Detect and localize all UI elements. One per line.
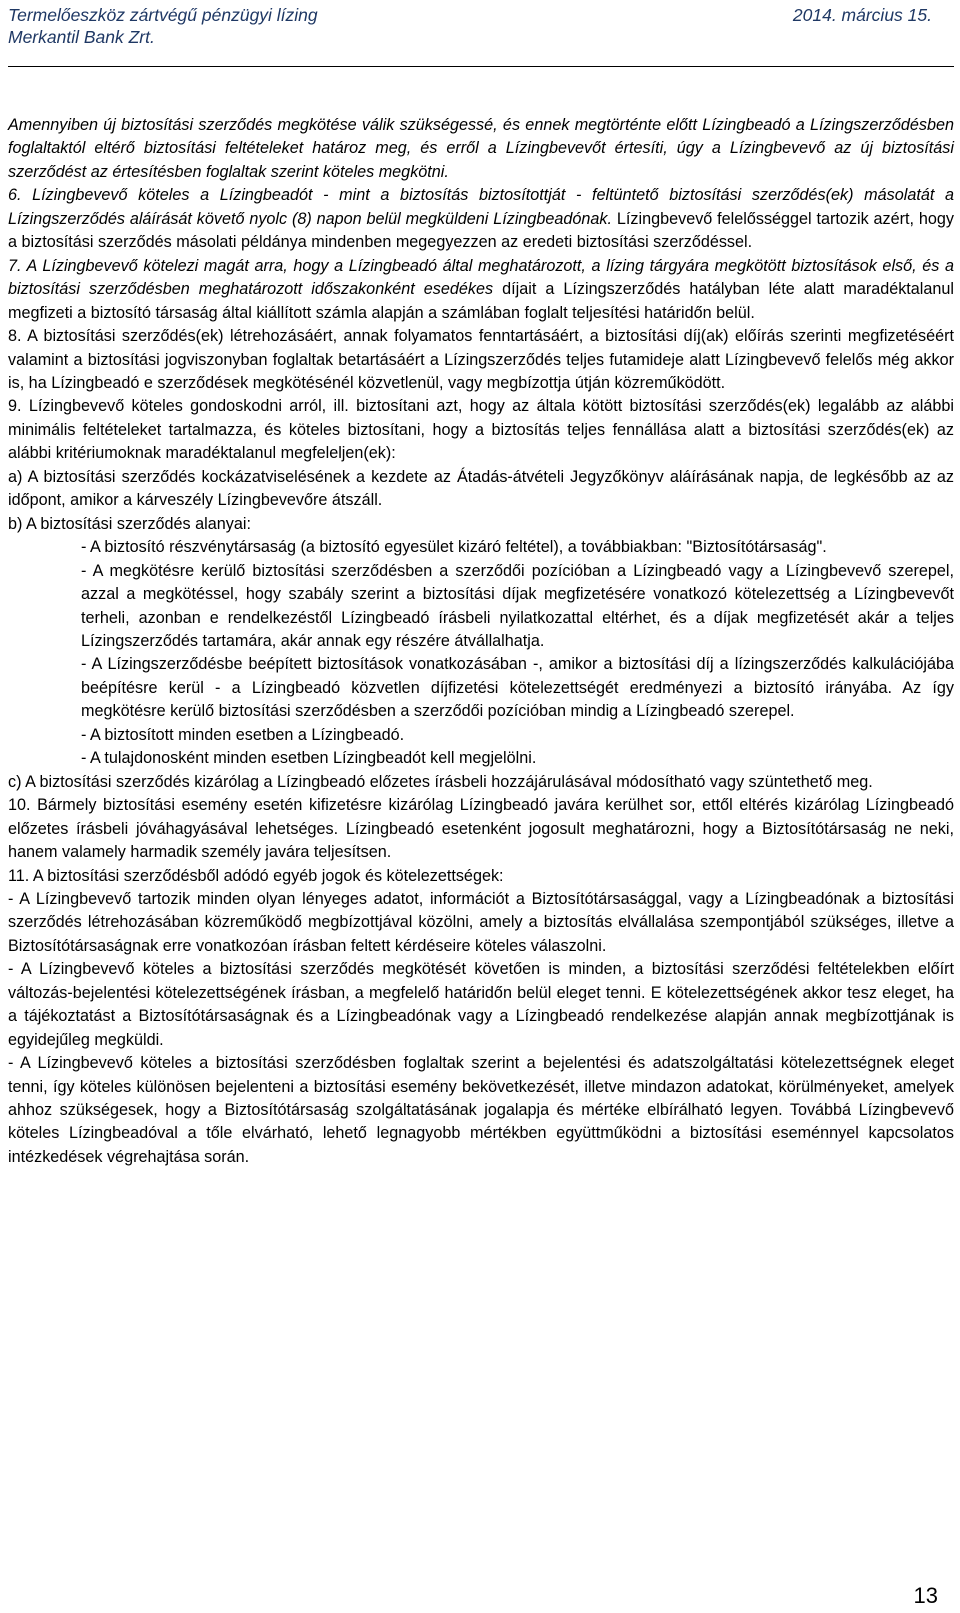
paragraph-6-normal: Lízingbevevő felelősséggel tartozik azért, hogy a biztosítási szerződés másolati példánya mindenben megegyezzen az eredeti biztosítási szerződéssel. <box>8 209 955 252</box>
paragraph-6-italic: 6. Lízingbevevő köteles a Lízingbeadót - mint a biztosítás biztosítottját - feltüntető biztosítási szerződés(ek) másolatát a Lízingszerződés aláírását követő nyolc (8) napon belül megküldeni Lízingbeadónak. <box>8 186 954 228</box>
header-row <box>8 4 954 26</box>
paragraph-9: 9. Lízingbevevő köteles gondoskodni arról, ill. biztosítani azt, hogy az általa kötött biztosítási szerződés(ek) legalább az alábbi minimális feltételeket tartalmazza, és köteles biztosítani, hogy a biztosítás teljes fennállása alatt a biztosítási szerződés(ek) az alábbi kritériumoknak maradéktalanul megfeleljen(ek): <box>8 397 954 463</box>
paragraph-7 <box>8 255 954 325</box>
paragraph-8: 8. A biztosítási szerződés(ek) létrehozásáért, annak folyamatos fenntartásáért, a biztosítási díj(ak) előírás szerinti megfizetéséért valamint a biztosítási jogviszonyban foglaltak betartásáért a Lízingszerződés teljes futamideje alatt Lízingbevevő felelős még akkor is, ha Lízingbeadó e szerződések megkötésénél közvetlenül, vagy megbízottja útján közreműködött. <box>8 327 954 392</box>
paragraph-11-item-3: - A Lízingbevevő köteles a biztosítási szerződésben foglaltak szerint a bejelentési és adatszolgáltatási kötelezettségnek eleget tenni, így köteles különösen bejelenteni a biztosítási esemény bekövetkezését, illetve mindazon adatokat, körülményeket, amelyek ahhoz szükségesek, hogy a Biztosítótársaság szolgáltatásának jogalapja és mértéke elbírálható legyen. Továbbá Lízingbevevő köteles Lízingbeadóval a tőle elvárható, lehető legnagyobb mértékben együttműködni a biztosítási eseménnyel kapcsolatos intézkedések végrehajtása során. <box>8 1054 954 1166</box>
document-body <box>8 114 954 1169</box>
paragraph-9b-item-3: - A Lízingszerződésbe beépített biztosítások vonatkozásában -, amikor a biztosítási díj a lízingszerződés kalkulációjába beépítésre kerül - a Lízingbeadó közvetlen díjfizetési kötelezettségét eredményezi a biztosító irányába. Az így megkötésre kerülő biztosítási szerződésben a szerződői pozícióban mindig a Lízingbeadó szerepel. <box>81 655 954 721</box>
paragraph-9a: a) A biztosítási szerződés kockázatviselésének a kezdete az Átadás-átvételi Jegyzőkönyv aláírásának napja, de legkésőbb az az időpont, amikor a kárveszély Lízingbevevőre átszáll. <box>8 467 954 510</box>
paragraph-7-normal: díjait a Lízingszerződés hatályban léte alatt maradéktalanul megfizeti a biztosító társaság által kiállított számla alapján a számlában foglalt teljesítési határidőn belül. <box>8 280 955 322</box>
paragraph-10: 10. Bármely biztosítási esemény esetén kifizetésre kizárólag Lízingbeadó javára kerülhet sor, ettől eltérés kizárólag Lízingbeadó előzetes írásbeli jóváhagyásával lehetséges. Lízingbeadó esetenként jogosult meghatározni, hogy a Biztosítótársaság ne neki, hanem valamely harmadik személy javára teljesítsen. <box>8 796 954 862</box>
paragraph-9c: c) A biztosítási szerződés kizárólag a Lízingbeadó előzetes írásbeli hozzájárulásával módosítható vagy szüntethető meg. <box>8 772 873 791</box>
header-company: Merkantil Bank Zrt. <box>8 27 155 47</box>
paragraph-6 <box>8 184 954 254</box>
paragraph-11-item-1: - A Lízingbevevő tartozik minden olyan lényeges adatot, információt a Biztosítótársasággal, vagy a Lízingbeadónak a biztosítási szerződés létrehozásában közreműködő megbízottjával közölni, amely a biztosítás elvállalása szempontjából szükséges, illetve a Biztosítótársaságnak erre vonatkozóan írásban feltett kérdéseire köteles válaszolni. <box>8 889 954 955</box>
paragraph-11-item-2: - A Lízingbevevő köteles a biztosítási szerződés megkötését követően is minden, a biztosítási szerződési feltételekben előírt változás-bejelentési kötelezettségének írásban, a megfelelő határidőn belül eleget tenni. E kötelezettségének akkor tesz eleget, ha a tájékoztatást a Biztosítótársaságnak és a Lízingbeadónak vagy a Lízingbeadó rendelkezése alapján annak megbízottjának is egyidejűleg megküldi. <box>8 960 954 1049</box>
paragraph-9b: b) A biztosítási szerződés alanyai: <box>8 514 251 533</box>
paragraph-5-continuation: Amennyiben új biztosítási szerződés megkötése válik szükségessé, és ennek megtörténte előtt Lízingbeadó a Lízingszerződésben foglaltaktól eltérő biztosítási feltételeket határoz meg, és erről a Lízingbevevőt értesíti, úgy a Lízingbevevő az új biztosítási szerződést az értesítésben foglaltak szerint köteles megkötni. <box>8 116 954 181</box>
paragraph-9b-item-5: - A tulajdonosként minden esetben Lízingbeadót kell megjelölni. <box>81 749 537 768</box>
paragraph-11: 11. A biztosítási szerződésből adódó egyéb jogok és kötelezettségek: <box>8 866 504 885</box>
paragraph-9b-item-4: - A biztosított minden esetben a Lízingbeadó. <box>81 725 405 744</box>
header-date: 2014. március 15. <box>792 5 932 25</box>
paragraph-9b-item-1: - A biztosító részvénytársaság (a biztosító egyesület kizáró feltétel), a továbbiakban: "Biztosítótársaság". <box>81 538 827 557</box>
page-number: 13 <box>913 1583 938 1608</box>
page-header <box>8 4 954 67</box>
paragraph-9b-item-2: - A megkötésre kerülő biztosítási szerződésben a szerződői pozícióban a Lízingbeadó vagy a Lízingbevevő szerepel, azzal a megkötéssel, hogy szabály szerint a biztosítási díjak megfizetésére vonatkozó kötelezettség a Lízingbevevőt terheli, azonban e rendelkezéstől Lízingbeadó írásbeli nyilatkozattal eltérhet, és a díjak megfizetését akár a teljes Lízingszerződés tartamára, akár annak egy részére átvállalhatja. <box>81 561 954 650</box>
header-title: Termelőeszköz zártvégű pénzügyi lízing <box>8 5 318 25</box>
paragraph-7-italic: 7. A Lízingbevevő kötelezi magát arra, hogy a Lízingbeadó által meghatározott, a lízing tárgyára megkötött biztosítások első, és a biztosítási szerződésben meghatározott időszakonként esedékes <box>8 256 954 299</box>
